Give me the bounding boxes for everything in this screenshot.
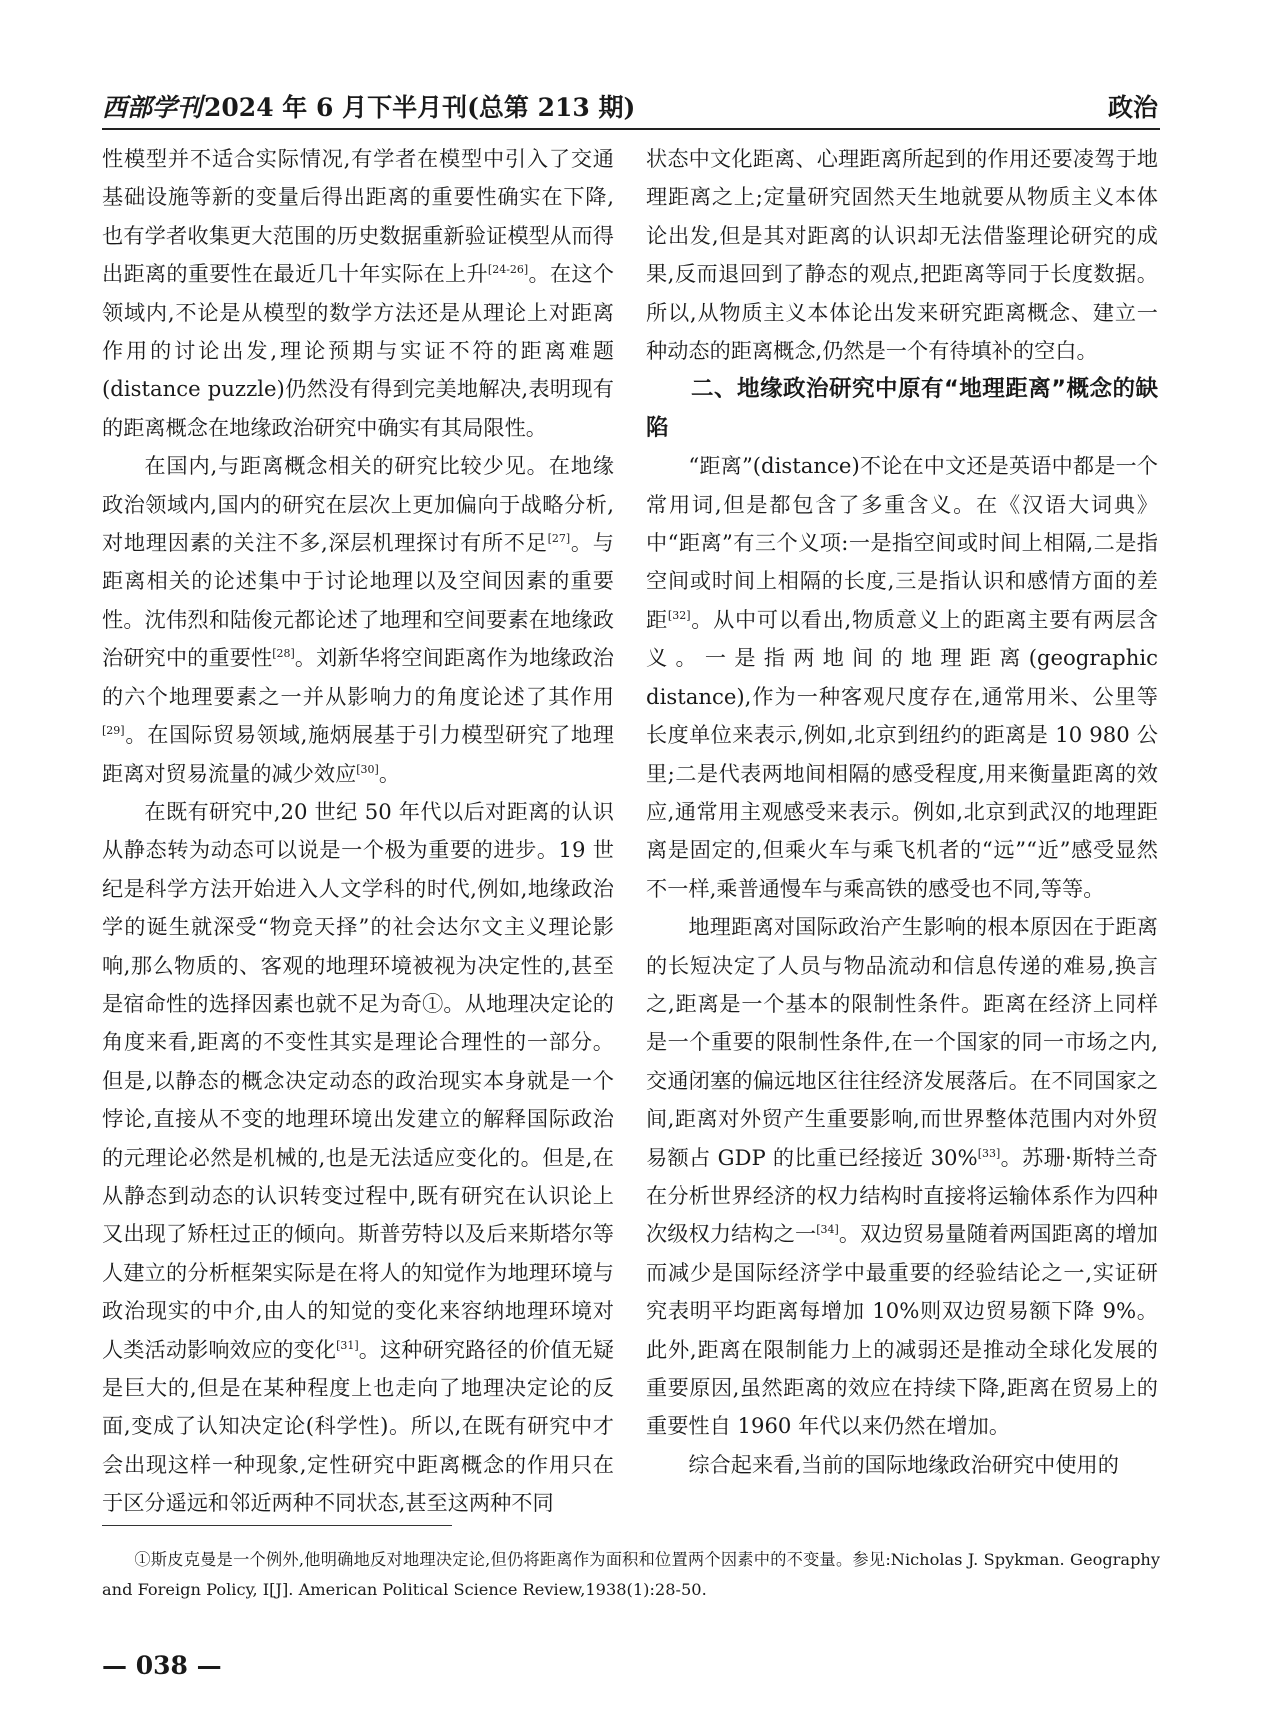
citation: [30] xyxy=(356,762,379,776)
paragraph-text: 。 xyxy=(378,760,401,786)
running-header xyxy=(102,84,1160,128)
section-label: 政治 xyxy=(1107,93,1158,122)
citation: [33] xyxy=(977,1146,1001,1160)
citation: [24-26] xyxy=(487,263,529,277)
left-column xyxy=(102,140,614,1523)
citation: [28] xyxy=(272,647,295,661)
paragraph-text: 在国内,与距离概念相关的研究比较少见。在地缘政治领域内,国内的研究在层次上更加偏向于战略分析,对地理因素的关注不多,深层机理探讨有所不足 xyxy=(102,453,614,556)
paragraph-text: 。双边贸易量随着两国距离的增加而减少是国际经济学中最重要的经验结论之一,实证研究表明平均距离每增加 10%则双边贸易额下降 9%。此外,距离在限制能力上的减弱还是推动全球化发展的重要原因,虽然距离的效应在持续下降,距离在贸易上的重要性自 1960 年代以来仍然在增加。 xyxy=(646,1221,1158,1439)
page-number: — 038 — xyxy=(102,1651,222,1680)
journal-info xyxy=(102,88,635,124)
paragraph xyxy=(102,793,614,1523)
right-column xyxy=(646,140,1158,1484)
paragraph: 综合起来看,当前的国际地缘政治研究中使用的 xyxy=(688,1451,1119,1477)
paragraph: 状态中文化距离、心理距离所起到的作用还要凌驾于地理距离之上;定量研究固然天生地就要从物质主义本体论出发,但是其对距离的认识却无法借鉴理论研究的成果,反而退回到了静态的观点,把距离等同于长度数据。所以,从物质主义本体论出发来研究距离概念、建立一种动态的距离概念,仍然是一个有待填补的空白。 xyxy=(646,146,1158,364)
header-rule xyxy=(102,128,1160,130)
paragraph-text: 。刘新华将空间距离作为地缘政治的六个地理要素之一并从影响力的角度论述了其作用 xyxy=(102,645,614,709)
paragraph xyxy=(102,447,614,793)
footnote: ①斯皮克曼是一个例外,他明确地反对地理决定论,但仍将距离作为面积和位置两个因素中的不变量。参见:Nicholas J. Spykman. Geography and Foreign Policy, I[J]. American Political Science Review,1938(1):28-50. xyxy=(102,1550,1160,1599)
citation: [32] xyxy=(667,608,691,622)
paragraph-text: 地理距离对国际政治产生影响的根本原因在于距离的长短决定了人员与物品流动和信息传递的难易,换言之,距离是一个基本的限制性条件。距离在经济上同样是一个重要的限制性条件,在一个国家的同一市场之内,交通闭塞的偏远地区往往经济发展落后。在不同国家之间,距离对外贸产生重要影响,而世界整体范围内对外贸易额占 GDP 的比重已经接近 30% xyxy=(646,914,1158,1170)
paragraph xyxy=(102,140,614,447)
citation: [29] xyxy=(102,724,125,738)
citation: [31] xyxy=(336,1338,359,1352)
footnote-rule xyxy=(102,1525,452,1526)
paragraph-text: “距离”(distance)不论在中文还是英语中都是一个常用词,但是都包含了多重含义。在《汉语大词典》中“距离”有三个义项:一是指空间或时间上相隔,二是指空间或时间上相隔的长度,三是指认识和感情方面的差距 xyxy=(646,453,1158,632)
paragraph-text: 。苏珊·斯特兰奇在分析世界经济的权力结构时直接将运输体系作为四种次级权力结构之一 xyxy=(646,1144,1158,1247)
issue-info: 2024 年 6 月下半月刊(总第 213 期) xyxy=(204,93,636,122)
citation: [34] xyxy=(816,1223,839,1237)
paragraph-text: 性模型并不适合实际情况,有学者在模型中引入了交通基础设施等新的变量后得出距离的重要性确实在下降,也有学者收集更大范围的历史数据重新验证模型从而得出距离的重要性在最近几十年实际在上升 xyxy=(102,146,614,287)
paragraph-text: 。在这个领域内,不论是从模型的数学方法还是从理论上对距离作用的讨论出发,理论预期与实证不符的距离难题(distance puzzle)仍然没有得到完美地解决,表明现有的距离概念在地缘政治研究中确实有其局限性。 xyxy=(102,261,614,440)
section-heading: 二、地缘政治研究中原有“地理距离”概念的缺陷 xyxy=(646,376,1158,441)
paragraph-text: 。从中可以看出,物质意义上的距离主要有两层含义。一是指两地间的地理距离(geographic distance),作为一种客观尺度存在,通常用米、公里等长度单位来表示,例如,北京到纽约的距离是 10 980 公里;二是代表两地间相隔的感受程度,用来衡量距离的效应,通常用主观感受来表示。例如,北京到武汉的地理距离是固定的,但乘火车与乘飞机者的“远”“近”感受显然不一样,乘普通慢车与乘高铁的感受也不同,等等。 xyxy=(646,606,1158,901)
journal-logo: 西部学刊 xyxy=(102,93,203,122)
paragraph-text: 在既有研究中,20 世纪 50 年代以后对距离的认识从静态转为动态可以说是一个极为重要的进步。19 世纪是科学方法开始进入人文学科的时代,例如,地缘政治学的诞生就深受“物竞天择”的社会达尔文主义理论影响,那么物质的、客观的地理环境被视为决定性的,甚至是宿命性的选择因素也就不足为奇①。从地理决定论的角度来看,距离的不变性其实是理论合理性的一部分。但是,以静态的概念决定动态的政治现实本身就是一个悖论,直接从不变的地理环境出发建立的解释国际政治的元理论必然是机械的,也是无法适应变化的。但是,在从静态到动态的认识转变过程中,既有研究在认识论上又出现了矫枉过正的倾向。斯普劳特以及后来斯塔尔等人建立的分析框架实际是在将人的知觉作为地理环境与政治现实的中介,由人的知觉的变化来容纳地理环境对人类活动影响效应的变化 xyxy=(102,798,614,1362)
paragraph-text: 。这种研究路径的价值无疑是巨大的,但是在某种程度上也走向了地理决定论的反面,变成了认知决定论(科学性)。所以,在既有研究中才会出现这样一种现象,定性研究中距离概念的作用只在于区分遥远和邻近两种不同状态,甚至这两种不同 xyxy=(102,1336,614,1516)
paragraph-text: 。与距离相关的论述集中于讨论地理以及空间因素的重要性。沈伟烈和陆俊元都论述了地理和空间要素在地缘政治研究中的重要性 xyxy=(102,530,614,671)
paragraph xyxy=(646,908,1158,1446)
paragraph-text: 。在国际贸易领域,施炳展基于引力模型研究了地理距离对贸易流量的减少效应 xyxy=(102,722,614,786)
citation: [27] xyxy=(547,532,571,545)
paragraph xyxy=(646,447,1158,908)
